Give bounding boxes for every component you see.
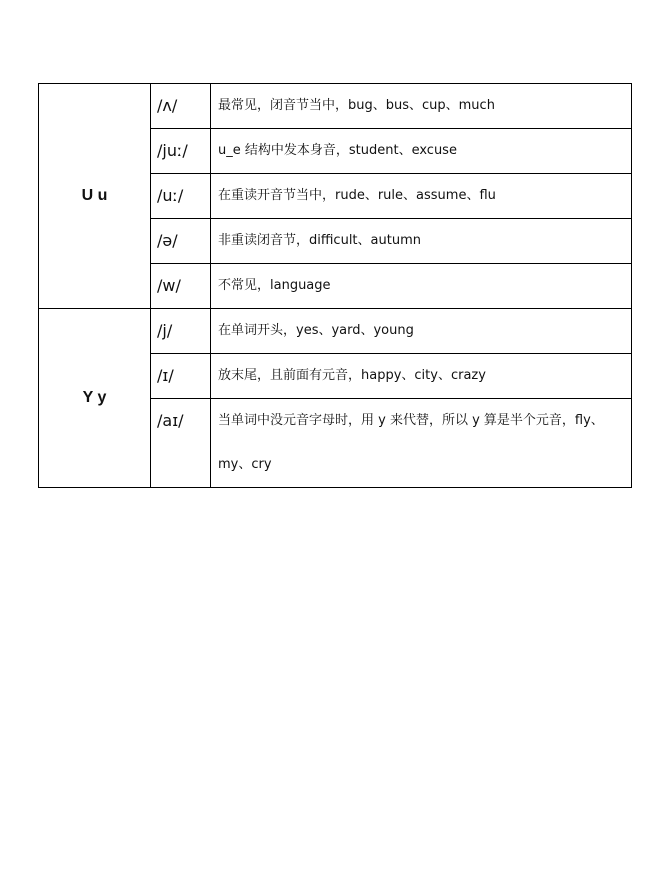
description-cell: 在单词开头，yes、yard、young (211, 309, 632, 354)
phonics-table (38, 83, 632, 488)
ipa-cell: /aɪ/ (151, 399, 211, 488)
ipa-cell: /uː/ (151, 174, 211, 219)
description-cell: 放末尾，且前面有元音，happy、city、crazy (211, 354, 632, 399)
description-cell: 不常见，language (211, 264, 632, 309)
description-cell: u_e 结构中发本身音，student、excuse (211, 129, 632, 174)
ipa-cell: /juː/ (151, 129, 211, 174)
letter-cell: Y y (39, 309, 151, 488)
ipa-cell: /w/ (151, 264, 211, 309)
ipa-cell: /ə/ (151, 219, 211, 264)
description-cell: 非重读闭音节，difficult、autumn (211, 219, 632, 264)
ipa-cell: /j/ (151, 309, 211, 354)
table-row (39, 84, 632, 129)
description-cell: 当单词中没元音字母时，用 y 来代替，所以 y 算是半个元音，fly、my、cry (211, 399, 632, 488)
ipa-cell: /ʌ/ (151, 84, 211, 129)
table-row (39, 309, 632, 354)
description-cell: 最常见，闭音节当中，bug、bus、cup、much (211, 84, 632, 129)
ipa-cell: /ɪ/ (151, 354, 211, 399)
description-cell: 在重读开音节当中，rude、rule、assume、flu (211, 174, 632, 219)
letter-cell: U u (39, 84, 151, 309)
